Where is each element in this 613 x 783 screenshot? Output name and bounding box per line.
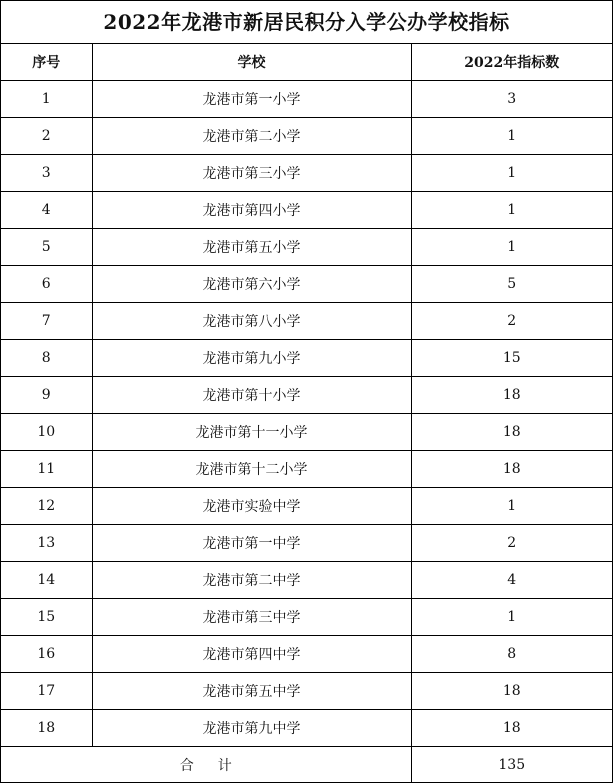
row-school: 龙港市第一中学 (92, 525, 411, 562)
row-index: 18 (1, 710, 92, 747)
row-quota: 4 (411, 562, 612, 599)
row-school: 龙港市第九中学 (92, 710, 411, 747)
row-school: 龙港市第五中学 (92, 673, 411, 710)
row-quota: 8 (411, 636, 612, 673)
row-index: 15 (1, 599, 92, 636)
row-index: 10 (1, 414, 92, 451)
row-index: 9 (1, 377, 92, 414)
row-quota: 2 (411, 525, 612, 562)
table-row (1, 562, 612, 599)
row-index: 13 (1, 525, 92, 562)
row-school: 龙港市第十小学 (92, 377, 411, 414)
row-school: 龙港市第二小学 (92, 118, 411, 155)
row-index: 5 (1, 229, 92, 266)
row-school: 龙港市第四小学 (92, 192, 411, 229)
row-school: 龙港市第十二小学 (92, 451, 411, 488)
document-title: 2022年龙港市新居民积分入学公办学校指标 (1, 1, 612, 44)
row-quota: 3 (411, 81, 612, 118)
row-quota: 15 (411, 340, 612, 377)
table-header-row (1, 44, 612, 81)
table-row (1, 710, 612, 747)
table-row (1, 192, 612, 229)
row-school: 龙港市第三中学 (92, 599, 411, 636)
row-index: 17 (1, 673, 92, 710)
row-quota: 18 (411, 377, 612, 414)
row-quota: 18 (411, 673, 612, 710)
table-row (1, 414, 612, 451)
table-row (1, 303, 612, 340)
row-quota: 1 (411, 488, 612, 525)
row-school: 龙港市第二中学 (92, 562, 411, 599)
table-row (1, 229, 612, 266)
row-index: 1 (1, 81, 92, 118)
row-school: 龙港市实验中学 (92, 488, 411, 525)
row-quota: 1 (411, 192, 612, 229)
row-school: 龙港市第四中学 (92, 636, 411, 673)
quota-table (1, 44, 612, 783)
row-quota: 18 (411, 710, 612, 747)
row-school: 龙港市第九小学 (92, 340, 411, 377)
row-quota: 2 (411, 303, 612, 340)
table-row (1, 266, 612, 303)
table-row (1, 488, 612, 525)
row-quota: 1 (411, 155, 612, 192)
header-quota: 2022年指标数 (411, 44, 612, 81)
row-quota: 1 (411, 229, 612, 266)
row-school: 龙港市第五小学 (92, 229, 411, 266)
row-school: 龙港市第一小学 (92, 81, 411, 118)
row-school: 龙港市第六小学 (92, 266, 411, 303)
header-school: 学校 (92, 44, 411, 81)
row-index: 4 (1, 192, 92, 229)
table-row (1, 525, 612, 562)
row-index: 11 (1, 451, 92, 488)
row-index: 7 (1, 303, 92, 340)
header-index: 序号 (1, 44, 92, 81)
table-row (1, 636, 612, 673)
row-quota: 1 (411, 599, 612, 636)
row-index: 8 (1, 340, 92, 377)
table-row (1, 673, 612, 710)
total-row (1, 747, 612, 783)
row-index: 6 (1, 266, 92, 303)
row-quota: 18 (411, 414, 612, 451)
row-index: 3 (1, 155, 92, 192)
table-row (1, 377, 612, 414)
table-body (1, 81, 612, 747)
table-row (1, 599, 612, 636)
row-quota: 5 (411, 266, 612, 303)
table-row (1, 155, 612, 192)
table-row (1, 451, 612, 488)
total-label: 合计 (1, 747, 411, 783)
total-value: 135 (411, 747, 612, 783)
row-school: 龙港市第十一小学 (92, 414, 411, 451)
table-row (1, 81, 612, 118)
row-index: 16 (1, 636, 92, 673)
row-index: 12 (1, 488, 92, 525)
table-row (1, 118, 612, 155)
row-school: 龙港市第八小学 (92, 303, 411, 340)
table-row (1, 340, 612, 377)
row-school: 龙港市第三小学 (92, 155, 411, 192)
row-index: 2 (1, 118, 92, 155)
row-index: 14 (1, 562, 92, 599)
row-quota: 1 (411, 118, 612, 155)
row-quota: 18 (411, 451, 612, 488)
